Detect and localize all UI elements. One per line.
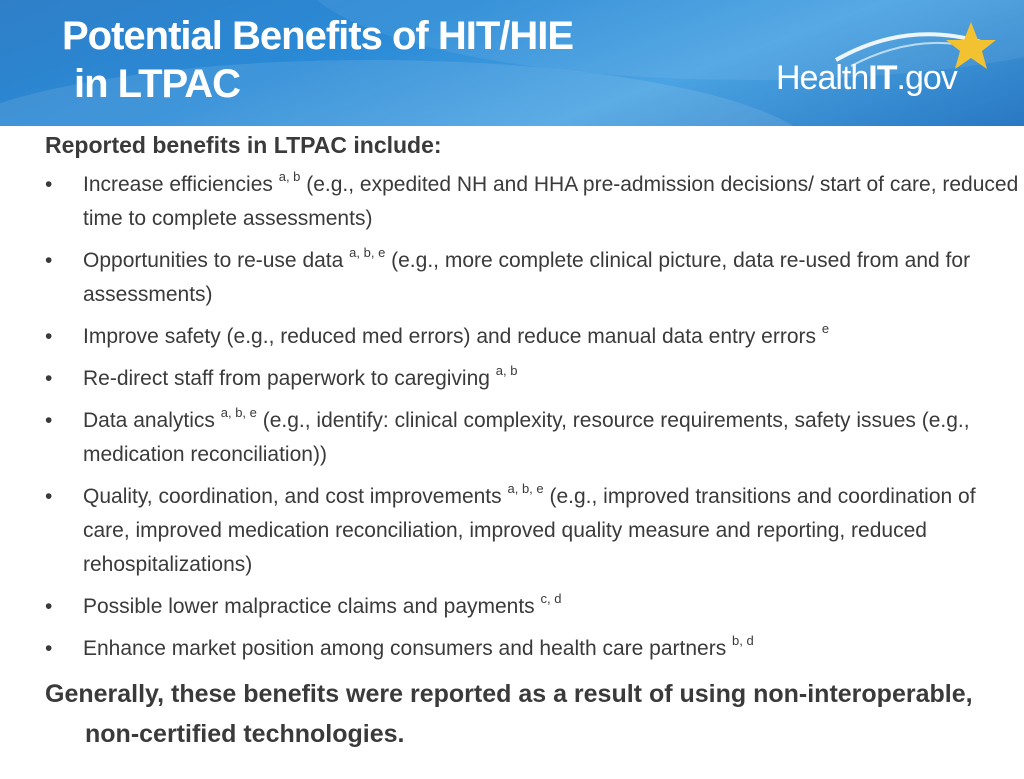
logo-it: IT: [868, 59, 897, 97]
item-citation: a, b, e: [507, 481, 544, 496]
healthit-logo: [776, 20, 1006, 110]
item-citation: b, d: [732, 633, 754, 648]
conclusion-text: Generally, these benefits were reported as a result of using non-interoperable, non-certified technologies.: [45, 680, 973, 748]
item-text: Enhance market position among consumers and health care partners: [83, 637, 733, 660]
item-detail: (e.g., identify: clinical complexity, resource requirements, safety issues (e.g., medication reconciliation)): [83, 409, 970, 466]
item-citation: a, b, e: [349, 245, 386, 260]
list-item: [45, 404, 1020, 472]
item-detail: (e.g., improved transitions and coordination of care, improved medication reconciliation, improved quality measure and reporting, reduced rehospitalizations): [83, 485, 976, 576]
bullet: •: [45, 637, 53, 660]
logo-gov: .gov: [896, 59, 957, 97]
item-text: Opportunities to re-use data: [83, 249, 350, 272]
logo-health: Health: [776, 59, 869, 97]
item-text: Improve safety (e.g., reduced med errors) and reduce manual data entry errors: [83, 325, 822, 348]
list-item: [45, 244, 1020, 312]
item-citation: e: [821, 321, 830, 336]
bullet: •: [45, 595, 53, 618]
item-citation: a, b: [495, 363, 518, 378]
list-item: [45, 320, 1020, 354]
bullet: •: [45, 485, 53, 508]
item-detail: (e.g., expedited NH and HHA pre-admission decisions/ start of care, reduced time to complete assessments): [83, 173, 1019, 230]
slide-body: [45, 130, 1020, 779]
item-text: Quality, coordination, and cost improvements: [83, 485, 508, 508]
item-text: Re-direct staff from paperwork to caregiving: [83, 367, 496, 390]
item-citation: a, b, e: [220, 405, 257, 420]
item-citation: c, d: [540, 591, 562, 606]
bullet: •: [45, 367, 53, 390]
bullet: •: [45, 173, 53, 196]
item-citation: a, b: [278, 169, 301, 184]
benefits-heading: Reported benefits in LTPAC include:: [45, 132, 442, 158]
bullet: •: [45, 249, 53, 272]
list-item: [45, 590, 1020, 624]
list-item: [45, 168, 1020, 236]
item-detail: (e.g., more complete clinical picture, data re-used from and for assessments): [83, 249, 971, 306]
bullet: •: [45, 409, 53, 432]
benefits-list: [45, 168, 1020, 666]
list-item: [45, 632, 1020, 666]
item-text: Data analytics: [83, 409, 221, 432]
list-item: [45, 362, 1020, 396]
bullet: •: [45, 325, 53, 348]
title-banner: [0, 0, 1024, 126]
logo-text: [776, 58, 957, 98]
item-text: Increase efficiencies: [83, 173, 279, 196]
slide-title: [62, 12, 573, 108]
slide-title-line1: Potential Benefits of HIT/HIE: [62, 14, 574, 58]
list-item: [45, 480, 1020, 582]
slide-title-line2: in LTPAC: [74, 62, 241, 106]
item-text: Possible lower malpractice claims and payments: [83, 595, 541, 618]
